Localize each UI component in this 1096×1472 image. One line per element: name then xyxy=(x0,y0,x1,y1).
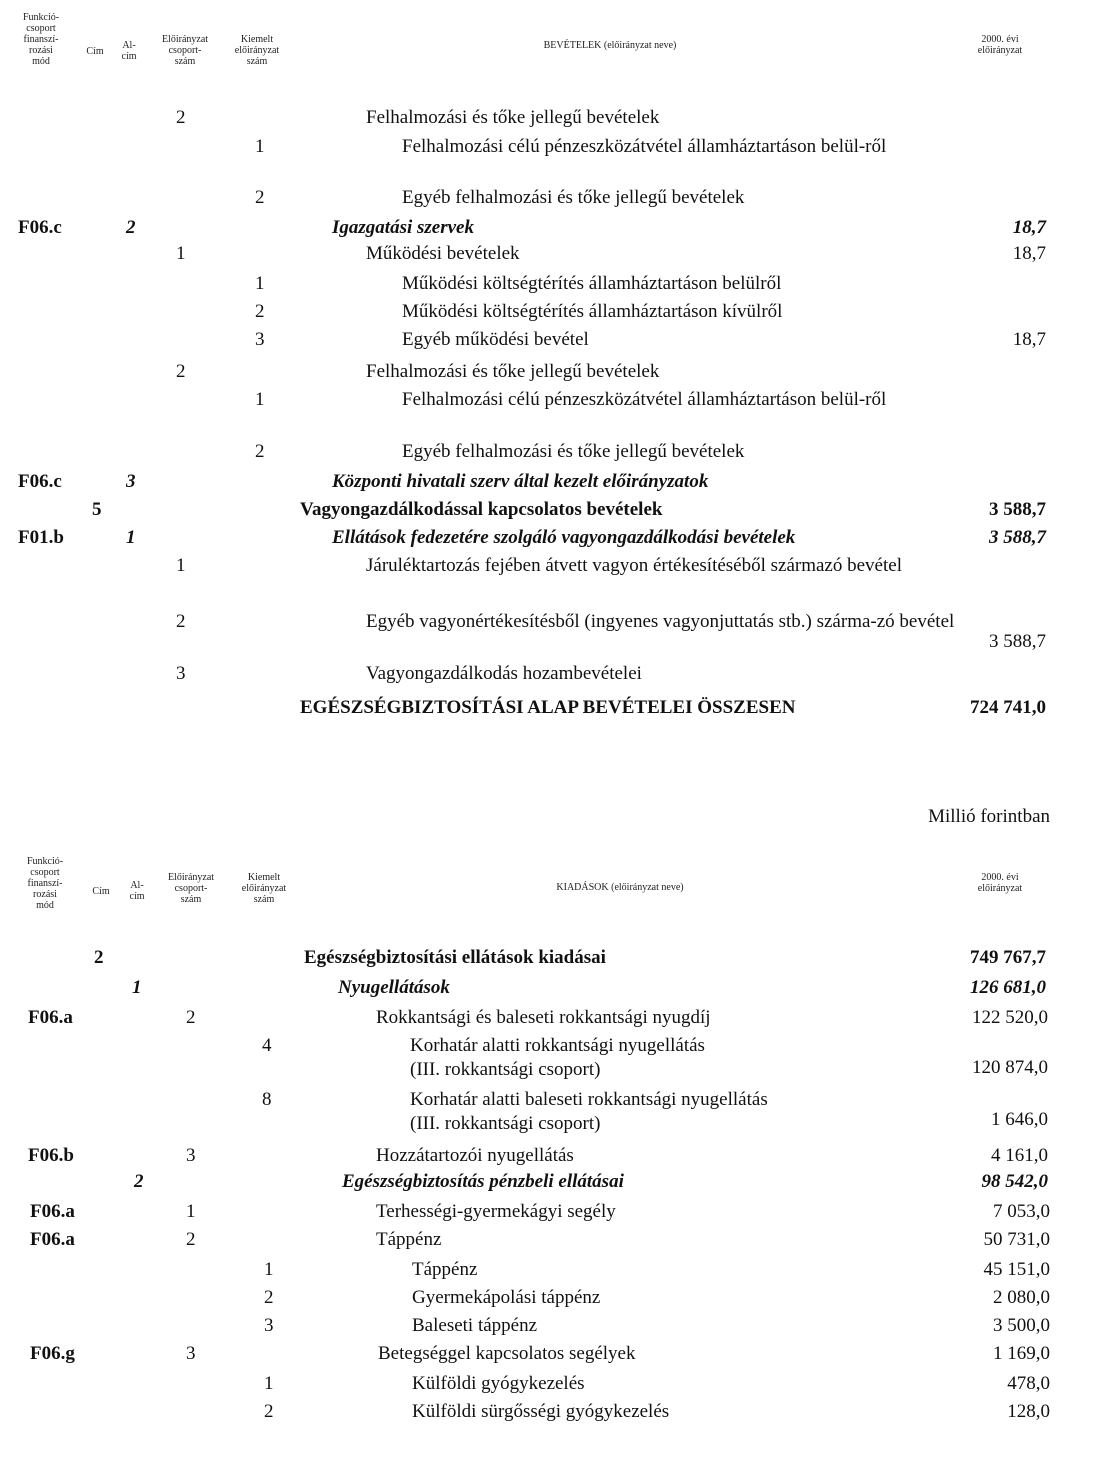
item-name: Egyéb működési bevétel xyxy=(402,329,589,350)
table-row xyxy=(0,696,1096,724)
col-header-alcim: Al- cím xyxy=(121,40,137,62)
kiemelt-number: 1 xyxy=(264,1373,274,1394)
item-name: Működési bevételek xyxy=(366,243,520,264)
item-name: Vagyongazdálkodással kapcsolatos bevételek xyxy=(300,499,663,520)
col-header-alcim: Al- cím xyxy=(129,880,145,902)
unit-label: Millió forintban xyxy=(928,806,1050,827)
item-value: 120 874,0 xyxy=(972,1057,1048,1078)
table-row xyxy=(0,216,1096,244)
kiemelt-number: 4 xyxy=(262,1035,272,1056)
item-name: Egyéb felhalmozási és tőke jellegű bevételek xyxy=(402,441,745,462)
item-name: Működési költségtérítés államháztartáson kívülről xyxy=(402,301,783,322)
table-row xyxy=(0,440,1096,468)
total-value: 724 741,0 xyxy=(970,697,1046,718)
col-header-csoport: Előirányzat csoport- szám xyxy=(167,872,215,905)
table-row xyxy=(0,1200,1096,1228)
alcim-number: 1 xyxy=(132,977,142,998)
funkcio-code: F06.a xyxy=(30,1201,75,1222)
kiemelt-number: 3 xyxy=(255,329,265,350)
item-name: Táppénz xyxy=(376,1229,442,1250)
item-name: Külföldi gyógykezelés xyxy=(412,1373,585,1394)
item-value: 478,0 xyxy=(1007,1373,1050,1394)
table-row xyxy=(0,526,1096,554)
csoport-number: 1 xyxy=(176,243,186,264)
table-row xyxy=(0,498,1096,526)
kiemelt-number: 1 xyxy=(255,136,265,157)
item-name: Működési költségtérítés államháztartáson belülről xyxy=(402,273,782,294)
table-row xyxy=(0,1170,1096,1198)
kiemelt-number: 1 xyxy=(264,1259,274,1280)
kiemelt-number: 8 xyxy=(262,1089,272,1110)
total-label: EGÉSZSÉGBIZTOSÍTÁSI ALAP BEVÉTELEI ÖSSZESEN xyxy=(300,697,796,718)
table-row xyxy=(0,106,1096,134)
item-value: 1 169,0 xyxy=(993,1343,1050,1364)
item-value: 128,0 xyxy=(1007,1401,1050,1422)
table-row xyxy=(0,135,1096,183)
kiemelt-number: 2 xyxy=(264,1287,274,1308)
item-name: Felhalmozási és tőke jellegű bevételek xyxy=(366,107,660,128)
item-value: 4 161,0 xyxy=(991,1145,1048,1166)
col-header-cim: Cím xyxy=(86,46,104,57)
item-name: Vagyongazdálkodás hozambevételei xyxy=(366,663,642,684)
table-row xyxy=(0,1088,1096,1138)
item-value: 1 646,0 xyxy=(991,1109,1048,1130)
table-row xyxy=(0,1006,1096,1034)
alcim-number: 1 xyxy=(126,527,136,548)
item-value: 3 588,7 xyxy=(989,527,1046,548)
table-row xyxy=(0,470,1096,498)
item-value: 18,7 xyxy=(1012,329,1046,350)
kiemelt-number: 1 xyxy=(255,273,265,294)
col-header-funkcio: Funkció- csoport finanszí- rozási mód xyxy=(26,856,64,911)
alcim-number: 2 xyxy=(126,217,136,238)
csoport-number: 2 xyxy=(176,611,186,632)
table-row xyxy=(0,300,1096,328)
col-header-funkcio: Funkció- csoport finanszí- rozási mód xyxy=(22,12,60,67)
table-row xyxy=(0,1034,1096,1084)
table-row xyxy=(0,186,1096,214)
kiemelt-number: 1 xyxy=(255,389,265,410)
item-value: 18,7 xyxy=(1012,217,1046,238)
item-value: 3 500,0 xyxy=(993,1315,1050,1336)
alcim-number: 2 xyxy=(134,1171,144,1192)
table-row xyxy=(0,554,1096,602)
table-row xyxy=(0,976,1096,1004)
col-header-csoport: Előirányzat csoport- szám xyxy=(161,34,209,67)
funkcio-code: F06.c xyxy=(18,471,62,492)
item-name: Korhatár alatti baleseti rokkantsági nyugellátás xyxy=(410,1089,768,1110)
item-value: 7 053,0 xyxy=(993,1201,1050,1222)
item-value: 50 731,0 xyxy=(983,1229,1050,1250)
item-value: 126 681,0 xyxy=(970,977,1046,998)
kiemelt-number: 3 xyxy=(264,1315,274,1336)
item-value: 18,7 xyxy=(1012,243,1046,264)
item-name: Egyéb felhalmozási és tőke jellegű bevételek xyxy=(402,187,745,208)
funkcio-code: F06.g xyxy=(30,1343,75,1364)
item-name: Táppénz xyxy=(412,1259,478,1280)
csoport-number: 3 xyxy=(186,1343,196,1364)
item-value: 98 542,0 xyxy=(981,1171,1048,1192)
table-row xyxy=(0,1228,1096,1256)
table-row xyxy=(0,388,1096,436)
table-row xyxy=(0,272,1096,300)
csoport-number: 1 xyxy=(186,1201,196,1222)
item-name: Felhalmozási célú pénzeszközátvétel államháztartáson belül-ről xyxy=(402,136,887,157)
funkcio-code: F06.a xyxy=(30,1229,75,1250)
item-name: Betegséggel kapcsolatos segélyek xyxy=(378,1343,636,1364)
item-name: Igazgatási szervek xyxy=(332,217,474,238)
table-row xyxy=(0,242,1096,270)
csoport-number: 2 xyxy=(186,1007,196,1028)
col-header-title: BEVÉTELEK (előirányzat neve) xyxy=(543,40,677,51)
item-name: Baleseti táppénz xyxy=(412,1315,538,1336)
kiemelt-number: 2 xyxy=(255,441,265,462)
table-row xyxy=(0,1286,1096,1314)
kiemelt-number: 2 xyxy=(255,301,265,322)
item-name: Gyermekápolási táppénz xyxy=(412,1287,601,1308)
item-name: Nyugellátások xyxy=(338,977,450,998)
item-name: Hozzátartozói nyugellátás xyxy=(376,1145,574,1166)
csoport-number: 2 xyxy=(176,361,186,382)
item-value: 122 520,0 xyxy=(972,1007,1048,1028)
table-row xyxy=(0,1144,1096,1172)
table-row xyxy=(0,1342,1096,1370)
table-row xyxy=(0,1372,1096,1400)
item-value: 3 588,7 xyxy=(989,631,1046,652)
col-header-title: KIADÁSOK (előirányzat neve) xyxy=(556,882,684,893)
col-header-kiemelt: Kiemelt előirányzat szám xyxy=(241,872,287,905)
col-header-cim: Cím xyxy=(92,886,110,897)
table-row xyxy=(0,1314,1096,1342)
csoport-number: 1 xyxy=(176,555,186,576)
item-value: 2 080,0 xyxy=(993,1287,1050,1308)
item-name-line2: (III. rokkantsági csoport) xyxy=(410,1059,601,1080)
csoport-number: 2 xyxy=(186,1229,196,1250)
item-value: 3 588,7 xyxy=(989,499,1046,520)
kiemelt-number: 2 xyxy=(264,1401,274,1422)
funkcio-code: F06.c xyxy=(18,217,62,238)
item-name: Központi hivatali szerv által kezelt előirányzatok xyxy=(332,471,709,492)
table-row xyxy=(0,1400,1096,1428)
table-row xyxy=(0,946,1096,974)
funkcio-code: F01.b xyxy=(18,527,64,548)
item-name: Járuléktartozás fejében átvett vagyon értékesítéséből származó bevétel xyxy=(366,555,902,576)
csoport-number: 2 xyxy=(176,107,186,128)
table-row xyxy=(0,610,1096,658)
item-value: 749 767,7 xyxy=(970,947,1046,968)
item-name: Egyéb vagyonértékesítésből (ingyenes vagyonjuttatás stb.) szárma-zó bevétel xyxy=(366,611,955,632)
item-name: Rokkantsági és baleseti rokkantsági nyugdíj xyxy=(376,1007,711,1028)
item-name: Felhalmozási és tőke jellegű bevételek xyxy=(366,361,660,382)
csoport-number: 3 xyxy=(176,663,186,684)
item-name-line2: (III. rokkantsági csoport) xyxy=(410,1113,601,1134)
table-row xyxy=(0,662,1096,690)
cim-number: 5 xyxy=(92,499,102,520)
col-header-value: 2000. évi előirányzat xyxy=(977,34,1023,56)
table-row xyxy=(0,1258,1096,1286)
col-header-value: 2000. évi előirányzat xyxy=(977,872,1023,894)
table-row xyxy=(0,328,1096,356)
cim-number: 2 xyxy=(94,947,104,968)
item-name: Ellátások fedezetére szolgáló vagyongazdálkodási bevételek xyxy=(332,527,796,548)
item-name: Egészségbiztosítási ellátások kiadásai xyxy=(304,947,606,968)
alcim-number: 3 xyxy=(126,471,136,492)
item-name: Külföldi sürgősségi gyógykezelés xyxy=(412,1401,670,1422)
item-name: Egészségbiztosítás pénzbeli ellátásai xyxy=(342,1171,624,1192)
item-name: Korhatár alatti rokkantsági nyugellátás xyxy=(410,1035,705,1056)
item-value: 45 151,0 xyxy=(983,1259,1050,1280)
kiemelt-number: 2 xyxy=(255,187,265,208)
item-name: Felhalmozási célú pénzeszközátvétel államháztartáson belül-ről xyxy=(402,389,887,410)
csoport-number: 3 xyxy=(186,1145,196,1166)
funkcio-code: F06.a xyxy=(28,1007,73,1028)
funkcio-code: F06.b xyxy=(28,1145,74,1166)
item-name: Terhességi-gyermekágyi segély xyxy=(376,1201,616,1222)
table-row xyxy=(0,360,1096,388)
col-header-kiemelt: Kiemelt előirányzat szám xyxy=(234,34,280,67)
